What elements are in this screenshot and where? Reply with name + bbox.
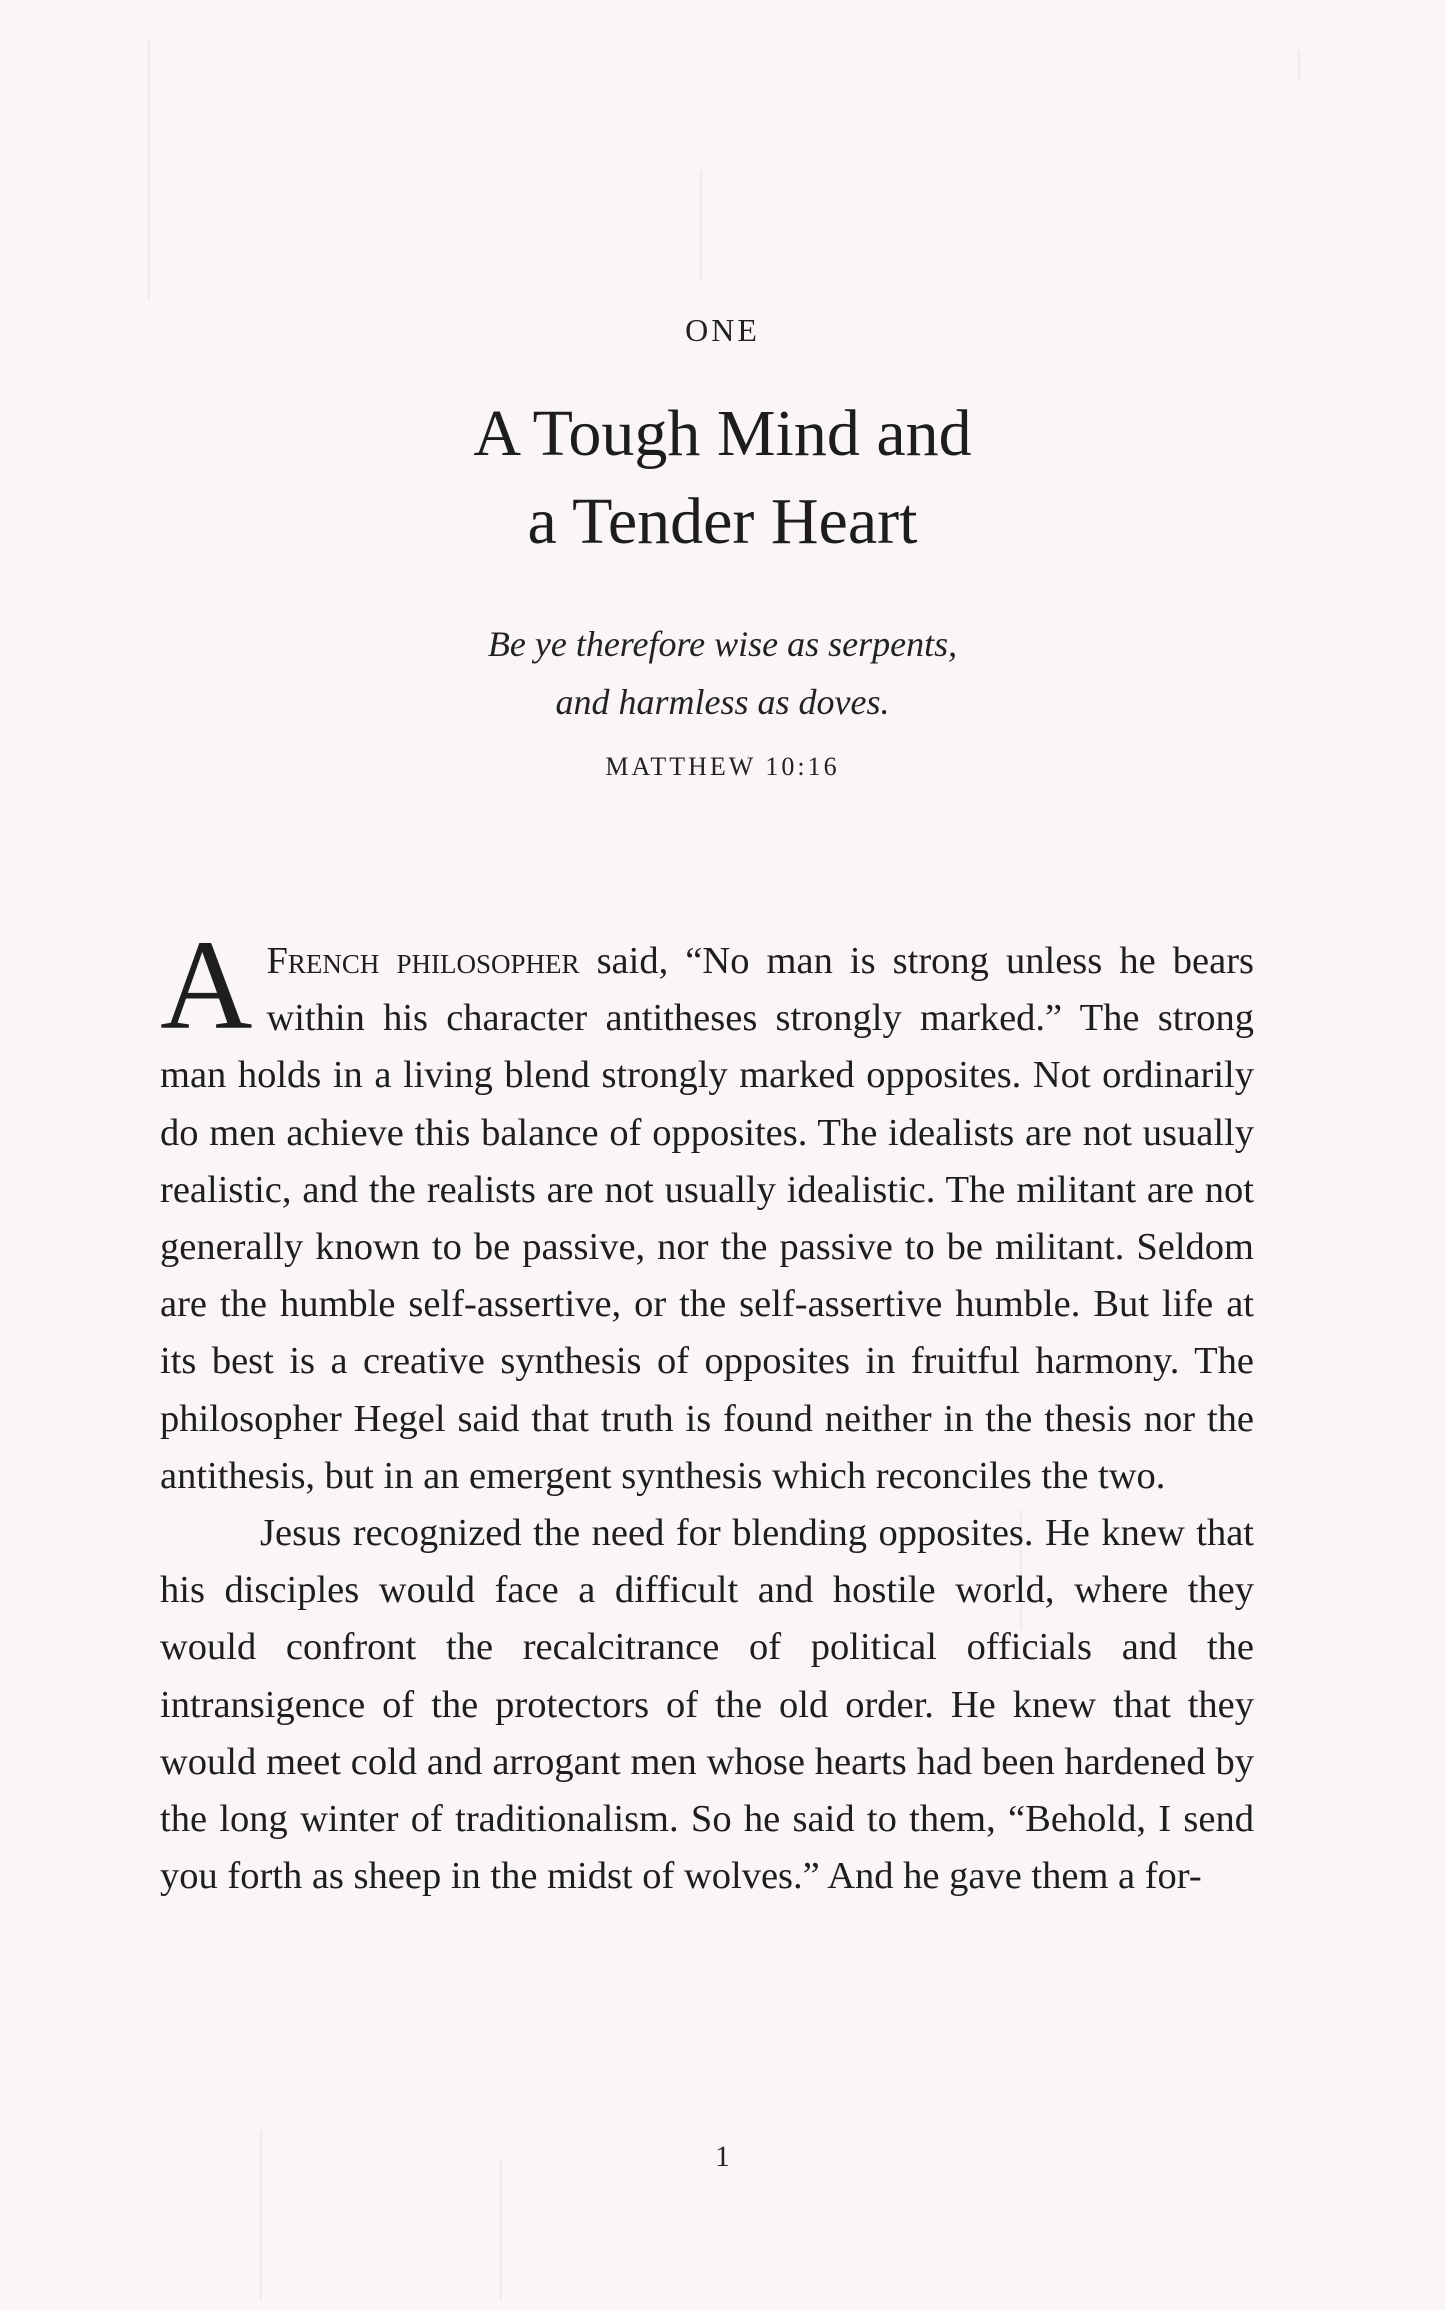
scan-artifact xyxy=(700,170,702,280)
chapter-number: ONE xyxy=(685,312,760,348)
chapter-title-line-1: A Tough Mind and xyxy=(473,397,972,470)
scan-artifact xyxy=(500,2160,502,2300)
paragraph-1 xyxy=(160,914,1254,1505)
epigraph-source: MATTHEW 10:16 xyxy=(605,752,840,781)
chapter-body xyxy=(160,914,1254,1905)
chapter-title xyxy=(0,390,1445,566)
page-number: 1 xyxy=(715,2140,730,2173)
drop-cap: A xyxy=(160,914,253,1056)
epigraph-line-1: Be ye therefore wise as serpents, xyxy=(487,624,958,664)
scan-artifact xyxy=(1298,50,1300,80)
scan-artifact xyxy=(148,40,150,300)
paragraph-2: Jesus recognized the need for blending opposites. He knew that his disciples would face a difficult and hostile world, where they would confront the recalcitrance of political officials and the intransigence of the protectors of the old order. He knew that they would meet cold and arrogant men whose hearts had been hardened by the long winter of traditionalism. So he said to them, “Behold, I send you forth as sheep in the midst of wolves.” And he gave them a for- xyxy=(160,1512,1254,1898)
epigraph xyxy=(0,615,1445,731)
lead-in: French philosopher xyxy=(266,940,580,982)
paragraph-1-text: said, “No man is strong unless he bears within his character antitheses strongly marked.” The strong man holds in a living blend strongly marked opposites. Not ordinarily do men achieve this balance of opposites. The idealists are not usually realistic, and the realists are not usually idealistic. The militant are not generally known to be passive, nor the passive to be militant. Seldom are the humble self-assertive, or the self-assertive humble. But life at its best is a creative synthesis of opposites in fruitful harmony. The philosopher Hegel said that truth is found neither in the thesis nor the antithesis, but in an emergent synthesis which reconciles the two. xyxy=(160,940,1254,1497)
chapter-title-line-2: a Tender Heart xyxy=(527,485,918,558)
epigraph-line-2: and harmless as doves. xyxy=(555,682,890,722)
